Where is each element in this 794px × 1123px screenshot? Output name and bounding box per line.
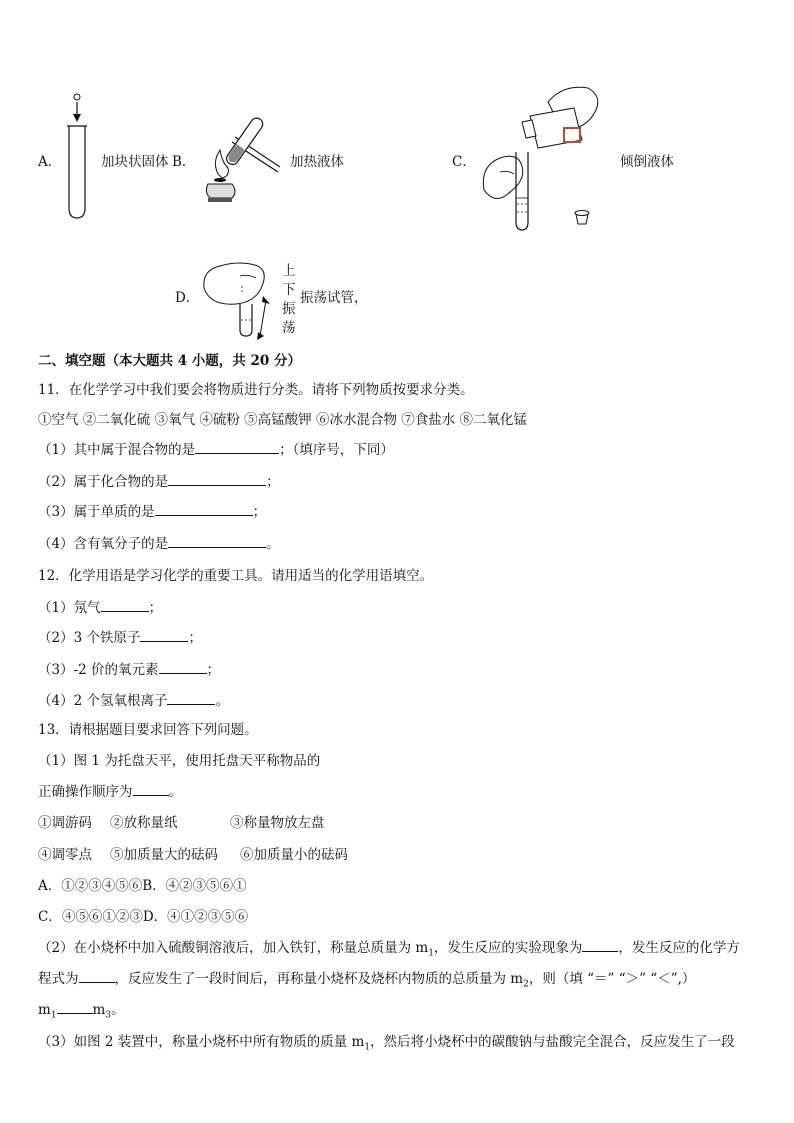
answer-blank[interactable]: [57, 999, 93, 1014]
option-a-letter: A．: [38, 154, 62, 170]
q12-stem: 12．化学用语是学习化学的重要工具。请用适当的化学用语填空。: [38, 568, 434, 584]
answer-blank[interactable]: [167, 690, 215, 705]
q11-part3-end: ；: [252, 504, 267, 520]
option-c[interactable]: C．④⑤⑥①②③: [38, 909, 143, 925]
shaking-tube-figure: [200, 256, 280, 340]
vertical-char: 振: [282, 301, 296, 317]
answer-blank[interactable]: [133, 781, 169, 796]
subscript: 1: [428, 948, 434, 959]
option-b-text: 加热液体: [290, 154, 344, 170]
option-d-text: 振荡试管，: [300, 290, 368, 306]
q11-part2-label: （2）属于化合物的是: [38, 474, 169, 490]
answer-blank[interactable]: [168, 471, 266, 486]
q12-part1: [38, 596, 162, 616]
q12-part2: [38, 626, 202, 646]
q11-part4: [38, 532, 280, 552]
answer-blank[interactable]: [155, 501, 253, 516]
q11-part4-label: （4）含有氧分子的是: [38, 536, 169, 552]
option-c-letter: C．: [452, 154, 476, 170]
q13-part2-line3: [38, 998, 125, 1021]
q12-part4: [38, 689, 229, 709]
step-item: ⑥加质量小的砝码: [240, 847, 348, 863]
subscript: 1: [50, 1010, 57, 1021]
step-item: ③称量物放左盘: [230, 815, 325, 831]
q11-part2: [38, 470, 280, 490]
mass-symbol: m: [92, 1002, 106, 1018]
q12-part4-label: （4）2 个氢氧根离子: [38, 693, 168, 709]
answer-blank[interactable]: [195, 439, 279, 454]
sentence-end: 。: [111, 1002, 125, 1018]
q11-part1: [38, 438, 394, 458]
q11-part1-note: ；（填序号，下同）: [279, 442, 394, 458]
q12-part3-label: （3）-2 价的氧元素: [38, 662, 159, 678]
step-item: ②放称量纸: [110, 815, 178, 831]
q12-part1-label: （1）氖气: [38, 600, 101, 616]
option-a[interactable]: A．①②③④⑤⑥: [38, 878, 143, 894]
subscript: 1: [364, 1042, 371, 1053]
q11-stem: 11．在化学学习中我们要会将物质进行分类。请将下列物质按要求分类。: [38, 382, 474, 398]
option-c-text: 倾倒液体: [620, 154, 674, 170]
q13-options-ab: [38, 874, 247, 894]
q13-part2-text: ，发生反应的化学方: [618, 940, 740, 956]
section-heading: 二、填空题（本大题共 4 小题，共 20 分）: [38, 353, 301, 369]
step-item: ⑤加质量大的砝码: [110, 847, 218, 863]
q13-part2-text: （2）在小烧杯中加入硫酸铜溶液后，加入铁钉，称量总质量为 m: [38, 940, 429, 956]
vertical-char: 上: [282, 263, 296, 279]
q11-part2-end: ；: [266, 474, 280, 490]
step-item: ④调零点: [38, 847, 92, 863]
q12-part4-end: 。: [215, 693, 229, 709]
q13-part2-text: ，反应发生了一段时间后，再称量小烧杯及烧杯内物质的总质量为 m: [114, 971, 524, 987]
answer-blank[interactable]: [168, 533, 266, 548]
q12-part1-end: ；: [148, 600, 163, 616]
option-d[interactable]: D．④①②③⑤⑥: [142, 909, 249, 925]
subscript: 2: [523, 979, 529, 990]
option-a-text: 加块状固体: [101, 154, 169, 170]
shake-direction-label: [282, 262, 298, 338]
q13-part3-text: ，然后将小烧杯中的碳酸钠与盐酸完全混合，反应发生了一段: [370, 1034, 735, 1050]
answer-blank[interactable]: [582, 937, 618, 952]
option-b-letter: B．: [172, 154, 196, 170]
q12-part3: [38, 658, 220, 678]
option-b[interactable]: B．④②③⑤⑥①: [142, 878, 247, 894]
q11-part4-end: 。: [266, 536, 280, 552]
q13-part3-text: （3）如图 2 装置中，称量小烧杯中所有物质的质量 m: [38, 1034, 365, 1050]
q13-part2-line2: [38, 967, 695, 990]
q13-part2-text: ，发生反应的实验现象为: [433, 940, 583, 956]
q13-stem: 13．请根据题目要求回答下列问题。: [38, 722, 258, 738]
q13-part2-text: ，则（填 “＝” “＞” “＜”,）: [528, 971, 696, 987]
answer-blank[interactable]: [101, 597, 149, 612]
q13-part1-end: 。: [168, 784, 182, 800]
step-item: ①调游码: [38, 815, 92, 831]
pouring-liquid-figure: [478, 82, 608, 232]
q13-options-cd: [38, 905, 248, 925]
q13-part2-line1: [38, 936, 740, 959]
answer-blank[interactable]: [140, 627, 188, 642]
q13-part2-text: 程式为: [38, 971, 79, 987]
answer-blank[interactable]: [159, 659, 207, 674]
q12-part2-end: ；: [188, 630, 202, 646]
option-d-letter: D．: [175, 290, 200, 306]
test-tube-solid-figure: [62, 92, 92, 220]
q13-part1-prompt: 正确操作顺序为: [38, 784, 133, 800]
answer-blank[interactable]: [79, 968, 115, 983]
mass-symbol: m: [38, 1002, 51, 1018]
q13-part1-line2: [38, 780, 182, 800]
subscript: 3: [105, 1010, 112, 1021]
vertical-char: 荡: [282, 320, 296, 336]
q11-part3: [38, 500, 266, 520]
q12-part2-label: （2）3 个铁原子: [38, 630, 141, 646]
q13-part1-line1: （1）图 1 为托盘天平，使用托盘天平称物品的: [38, 753, 321, 769]
q11-part3-label: （3）属于单质的是: [38, 504, 155, 520]
vertical-char: 下: [282, 282, 296, 298]
q11-substance-list: ①空气 ②二氧化硫 ③氧气 ④硫粉 ⑤高锰酸钾 ⑥冰水混合物 ⑦食盐水 ⑧二氧化锰: [38, 412, 528, 428]
q13-part3-line1: [38, 1030, 735, 1053]
q11-part1-label: （1）其中属于混合物的是: [38, 442, 196, 458]
q12-part3-end: ；: [206, 662, 221, 678]
heating-liquid-figure: [200, 110, 285, 210]
